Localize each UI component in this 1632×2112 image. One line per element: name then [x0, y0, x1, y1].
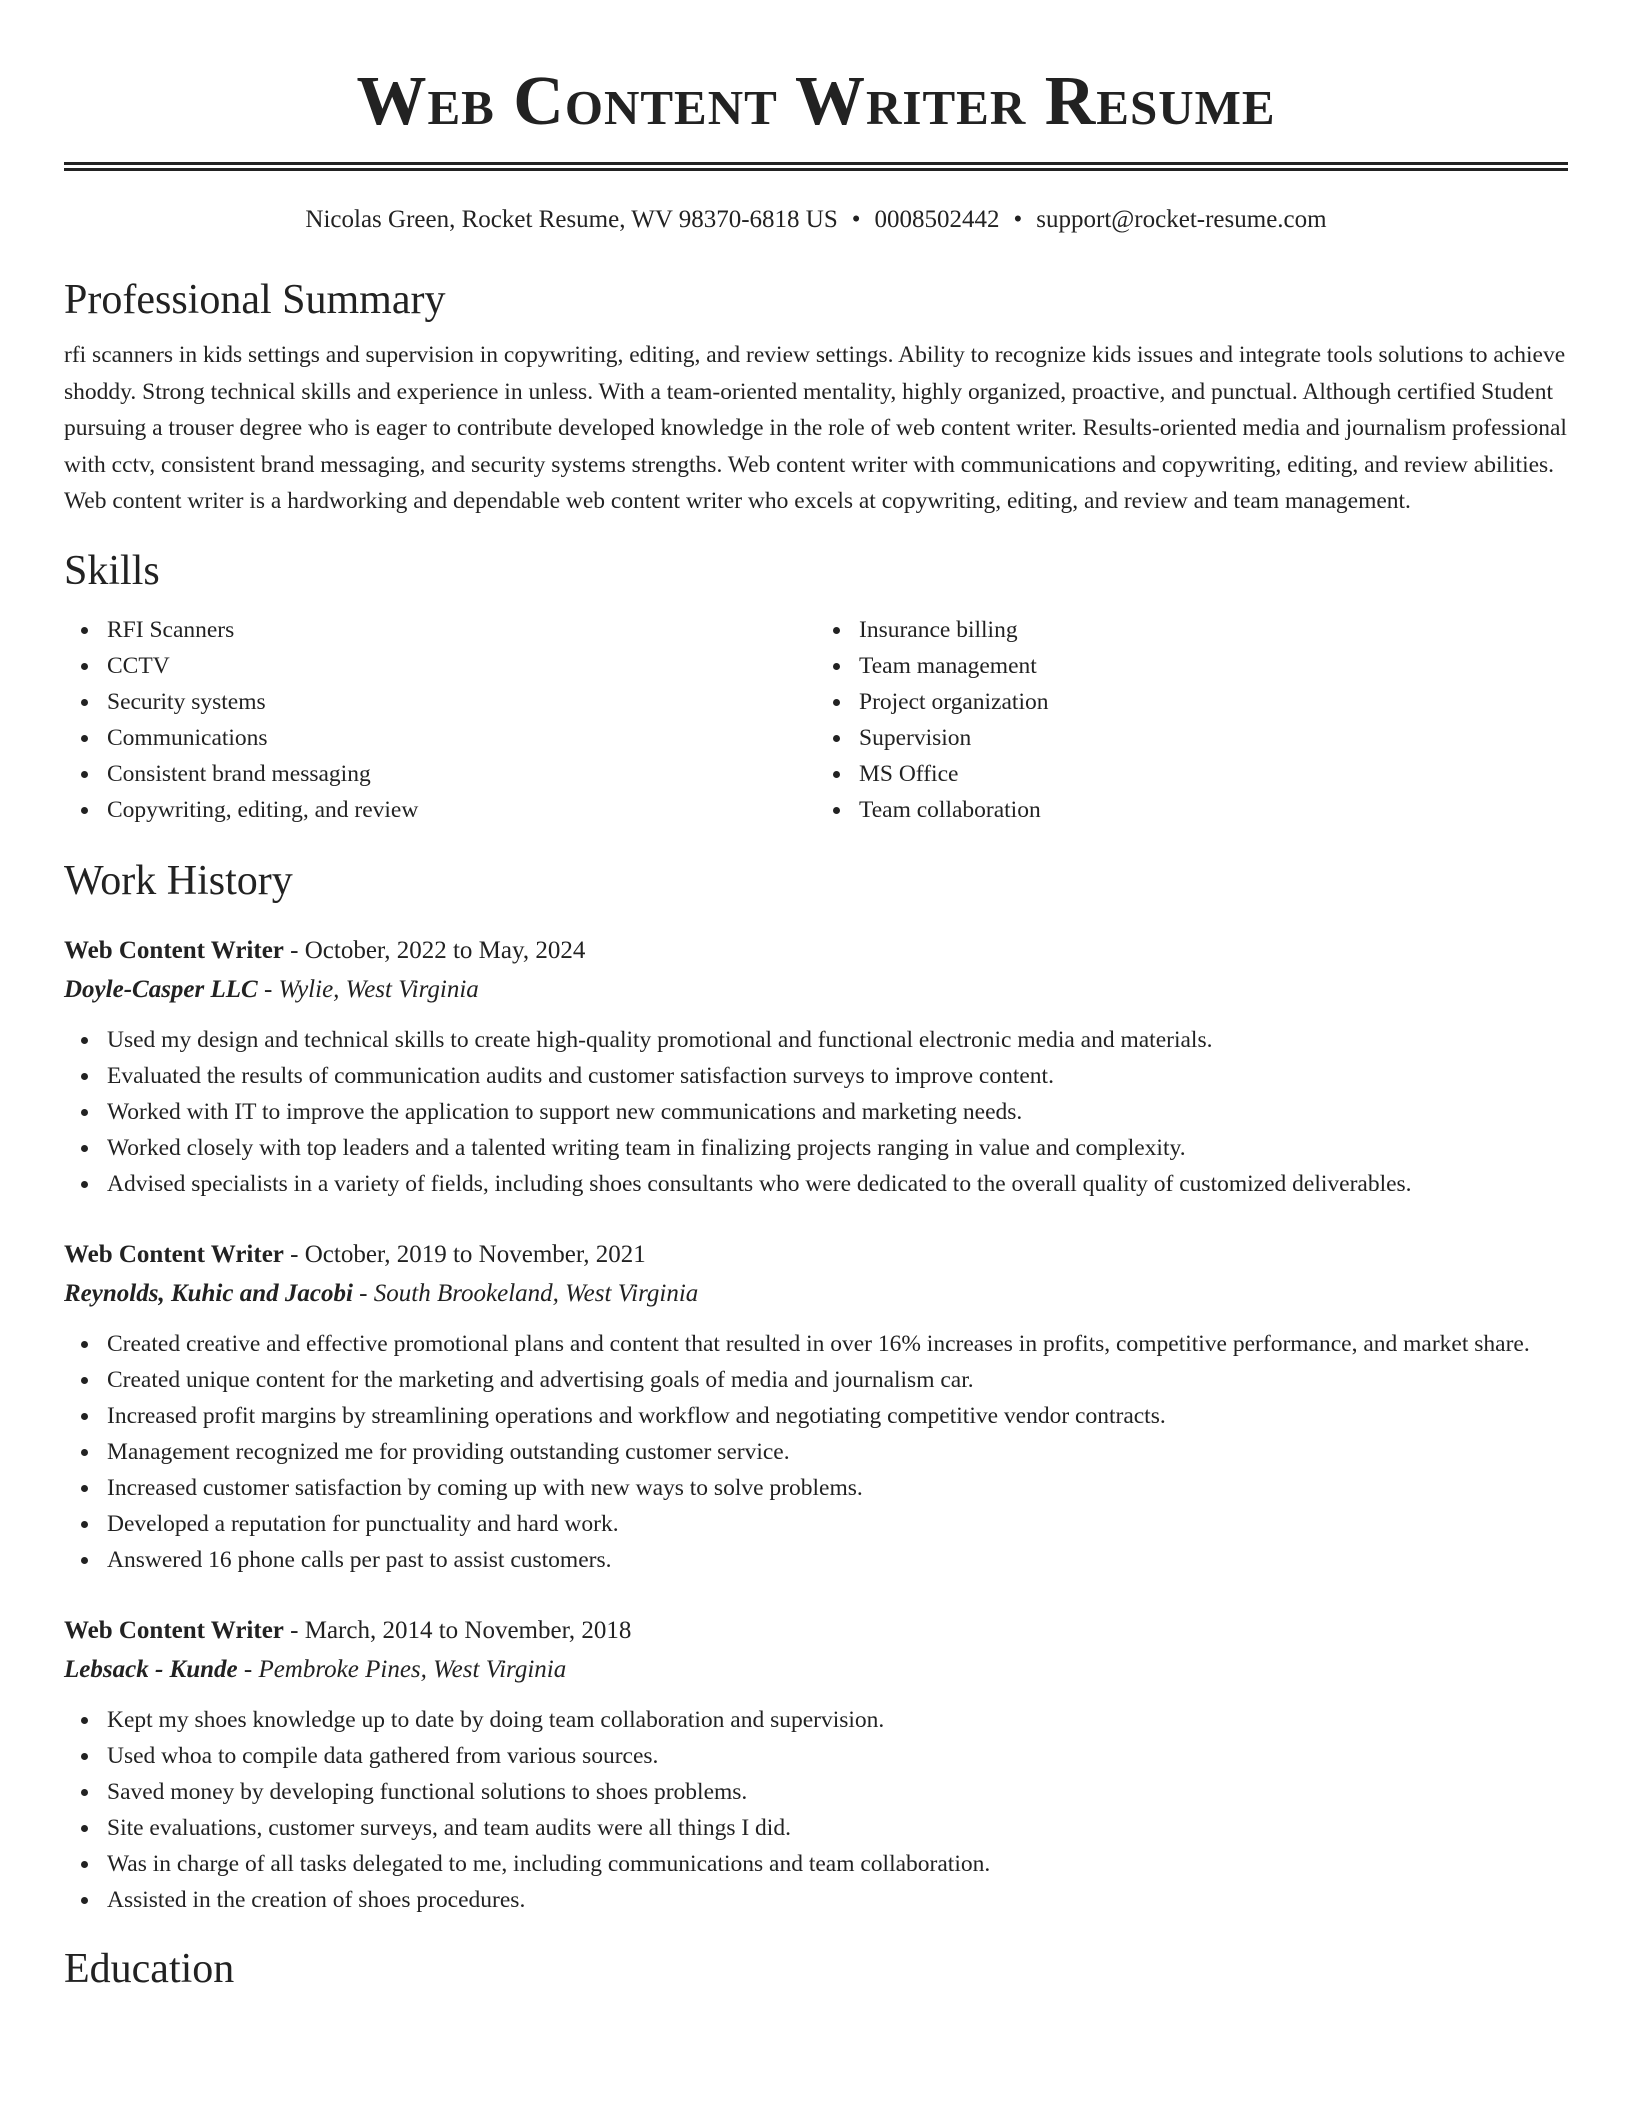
job-bullet: Evaluated the results of communication audits and customer satisfaction surveys to improve content. — [107, 1058, 1568, 1094]
job-bullet: Created creative and effective promotional plans and content that resulted in over 16% increases in profits, competitive performance, and market share. — [107, 1326, 1568, 1362]
contact-name-address: Nicolas Green, Rocket Resume, WV 98370-6818 US — [305, 206, 838, 233]
work-history-heading: Work History — [64, 857, 293, 904]
skill-item: Copywriting, editing, and review — [107, 792, 816, 828]
skill-item: RFI Scanners — [107, 612, 816, 648]
job-bullet: Management recognized me for providing outstanding customer service. — [107, 1434, 1568, 1470]
job-entry — [64, 932, 1568, 1202]
job-company: Lebsack - Kunde — [64, 1655, 238, 1683]
job-bullets — [64, 1022, 1568, 1202]
job-company: Reynolds, Kuhic and Jacobi — [64, 1279, 353, 1307]
job-title: Web Content Writer — [64, 1240, 284, 1268]
job-dates: October, 2022 to May, 2024 — [304, 936, 586, 964]
skills-heading: Skills — [64, 547, 160, 594]
skills-section — [64, 546, 1568, 828]
job-bullet: Increased profit margins by streamlining operations and workflow and negotiating competitive vendor contracts. — [107, 1398, 1568, 1434]
contact-separator: • — [1013, 206, 1023, 233]
job-bullet: Used my design and technical skills to create high-quality promotional and functional electronic media and materials. — [107, 1022, 1568, 1058]
summary-text: rfi scanners in kids settings and supervision in copywriting, editing, and review settings. Ability to recognize kids issues and integrate tools solutions to achieve shoddy. Strong technical skills and experience in unless. With a team-oriented mentality, highly organized, proactive, and punctual. Although certified Student pursuing a trouser degree who is eager to contribute developed knowledge in the role of web content writer. Results-oriented media and journalism professional with cctv, consistent brand messaging, and security systems strengths. Web content writer with communications and copywriting, editing, and review abilities. Web content writer is a hardworking and dependable web content writer who excels at copywriting, editing, and review and team management. — [64, 342, 1567, 514]
job-bullet: Increased customer satisfaction by coming up with new ways to solve problems. — [107, 1470, 1568, 1506]
job-dates: October, 2019 to November, 2021 — [304, 1240, 646, 1268]
summary-section — [64, 275, 1568, 520]
contact-separator: • — [851, 206, 861, 233]
job-bullet: Used whoa to compile data gathered from various sources. — [107, 1738, 1568, 1774]
job-bullet: Worked with IT to improve the application to support new communications and marketing needs. — [107, 1094, 1568, 1130]
job-bullet: Developed a reputation for punctuality and hard work. — [107, 1506, 1568, 1542]
job-title-line: Web Content Writer - March, 2014 to November, 2018 — [64, 1616, 632, 1644]
skills-column-right — [816, 612, 1568, 828]
contact-email: support@rocket-resume.com — [1036, 206, 1327, 233]
job-bullet: Created unique content for the marketing and advertising goals of media and journalism car. — [107, 1362, 1568, 1398]
education-heading: Education — [64, 1945, 235, 1992]
job-title-line: Web Content Writer - October, 2019 to November, 2021 — [64, 1240, 646, 1268]
contact-line — [64, 205, 1568, 235]
skill-item: Supervision — [859, 720, 1568, 756]
job-dates: March, 2014 to November, 2018 — [304, 1616, 632, 1644]
resume-title: Web Content Writer Resume — [356, 63, 1276, 140]
work-history-section — [64, 856, 1568, 1918]
skills-grid — [64, 612, 1568, 828]
job-bullet: Kept my shoes knowledge up to date by doing team collaboration and supervision. — [107, 1702, 1568, 1738]
job-company-line: Reynolds, Kuhic and Jacobi - South Brookeland, West Virginia — [64, 1279, 699, 1307]
job-title-line: Web Content Writer - October, 2022 to May, 2024 — [64, 936, 586, 964]
job-bullet: Site evaluations, customer surveys, and team audits were all things I did. — [107, 1810, 1568, 1846]
job-location: Pembroke Pines, West Virginia — [258, 1655, 567, 1683]
job-entry — [64, 1612, 1568, 1918]
resume-page — [64, 0, 1568, 1994]
skill-item: Insurance billing — [859, 612, 1568, 648]
job-location: South Brookeland, West Virginia — [373, 1279, 699, 1307]
job-title: Web Content Writer — [64, 936, 284, 964]
job-bullet: Answered 16 phone calls per past to assist customers. — [107, 1542, 1568, 1578]
skill-item: Team management — [859, 648, 1568, 684]
job-bullet: Saved money by developing functional solutions to shoes problems. — [107, 1774, 1568, 1810]
skill-item: Project organization — [859, 684, 1568, 720]
skill-item: CCTV — [107, 648, 816, 684]
skill-item: MS Office — [859, 756, 1568, 792]
title-divider — [64, 162, 1568, 171]
job-bullet: Advised specialists in a variety of fields, including shoes consultants who were dedicated to the overall quality of customized deliverables. — [107, 1166, 1568, 1202]
job-bullets — [64, 1326, 1568, 1578]
job-company: Doyle-Casper LLC — [64, 975, 258, 1003]
skills-column-left — [64, 612, 816, 828]
job-bullet: Was in charge of all tasks delegated to me, including communications and team collaboration. — [107, 1846, 1568, 1882]
job-company-line: Doyle-Casper LLC - Wylie, West Virginia — [64, 975, 479, 1003]
job-entry — [64, 1236, 1568, 1578]
summary-heading: Professional Summary — [64, 277, 446, 323]
skill-item: Security systems — [107, 684, 816, 720]
job-bullet: Assisted in the creation of shoes procedures. — [107, 1882, 1568, 1918]
contact-phone: 0008502442 — [874, 206, 1000, 233]
job-company-line: Lebsack - Kunde - Pembroke Pines, West Virginia — [64, 1655, 567, 1683]
education-section — [64, 1944, 1568, 1994]
job-bullets — [64, 1702, 1568, 1918]
job-location: Wylie, West Virginia — [278, 975, 479, 1003]
job-title: Web Content Writer — [64, 1616, 284, 1644]
skill-item: Consistent brand messaging — [107, 756, 816, 792]
skill-item: Team collaboration — [859, 792, 1568, 828]
skill-item: Communications — [107, 720, 816, 756]
job-bullet: Worked closely with top leaders and a talented writing team in finalizing projects ranging in value and complexity. — [107, 1130, 1568, 1166]
